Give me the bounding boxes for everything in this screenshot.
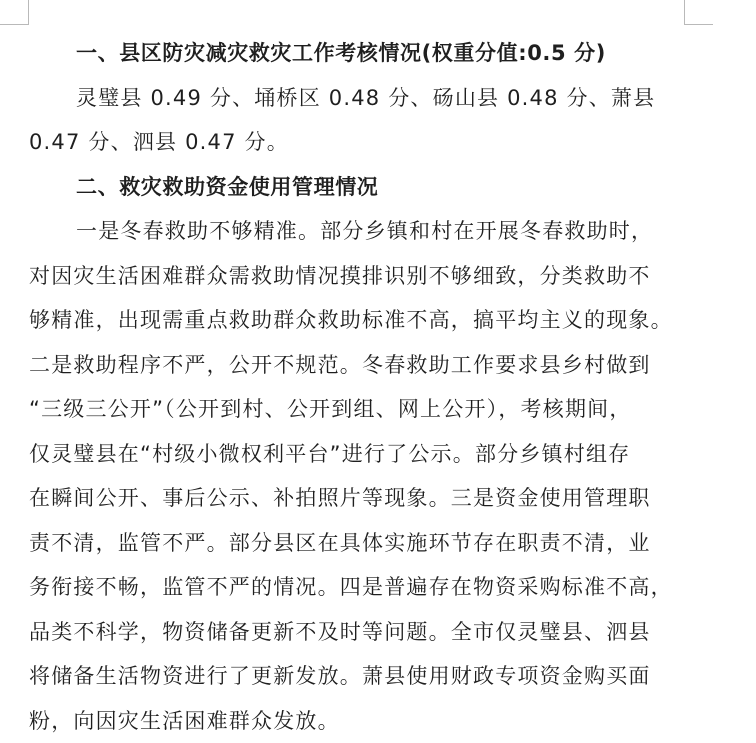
section-2-line: 二是救助程序不严，公开不规范。冬春救助工作要求县乡村做到 [29, 352, 651, 377]
document-body [29, 31, 689, 743]
section-2-line: 粉，向因灾生活困难群众发放。 [29, 708, 340, 733]
section-2-line: 对因灾生活困难群众需救助情况摸排识别不够细致，分类救助不 [29, 263, 651, 288]
section-1-line: 灵璧县 0.49 分、埇桥区 0.48 分、砀山县 0.48 分、萧县 [76, 85, 656, 110]
page-margin-corner-right [684, 0, 713, 25]
section-2-line: “三级三公开”（公开到村、公开到组、网上公开），考核期间， [29, 397, 632, 421]
section-2-line: 品类不科学，物资储备更新不及时等问题。全市仅灵璧县、泗县 [29, 619, 651, 644]
page-margin-corner-left [0, 0, 29, 25]
section-2-heading: 二、救灾救助资金使用管理情况 [76, 174, 379, 199]
section-2-line: 仅灵璧县在“村级小微权利平台”进行了公示。部分乡镇村组存 [29, 441, 631, 466]
section-1-line: 0.47 分、泗县 0.47 分。 [29, 130, 289, 154]
section-2-line: 务衔接不畅，监管不严的情况。四是普遍存在物资采购标准不高， [29, 575, 673, 599]
section-2-line: 一是冬春救助不够精准。部分乡镇和村在开展冬春救助时， [76, 219, 654, 243]
section-2-line: 够精准，出现需重点救助群众救助标准不高，搞平均主义的现象。 [29, 308, 673, 332]
section-1-heading: 一、县区防灾减灾救灾工作考核情况(权重分值:0.5 分) [76, 41, 606, 65]
section-2-line: 责不清，监管不严。部分县区在具体实施环节存在职责不清，业 [29, 530, 651, 555]
section-2-line: 将储备生活物资进行了更新发放。萧县使用财政专项资金购买面 [29, 664, 651, 688]
section-2-line: 在瞬间公开、事后公示、补拍照片等现象。三是资金使用管理职 [29, 486, 651, 510]
